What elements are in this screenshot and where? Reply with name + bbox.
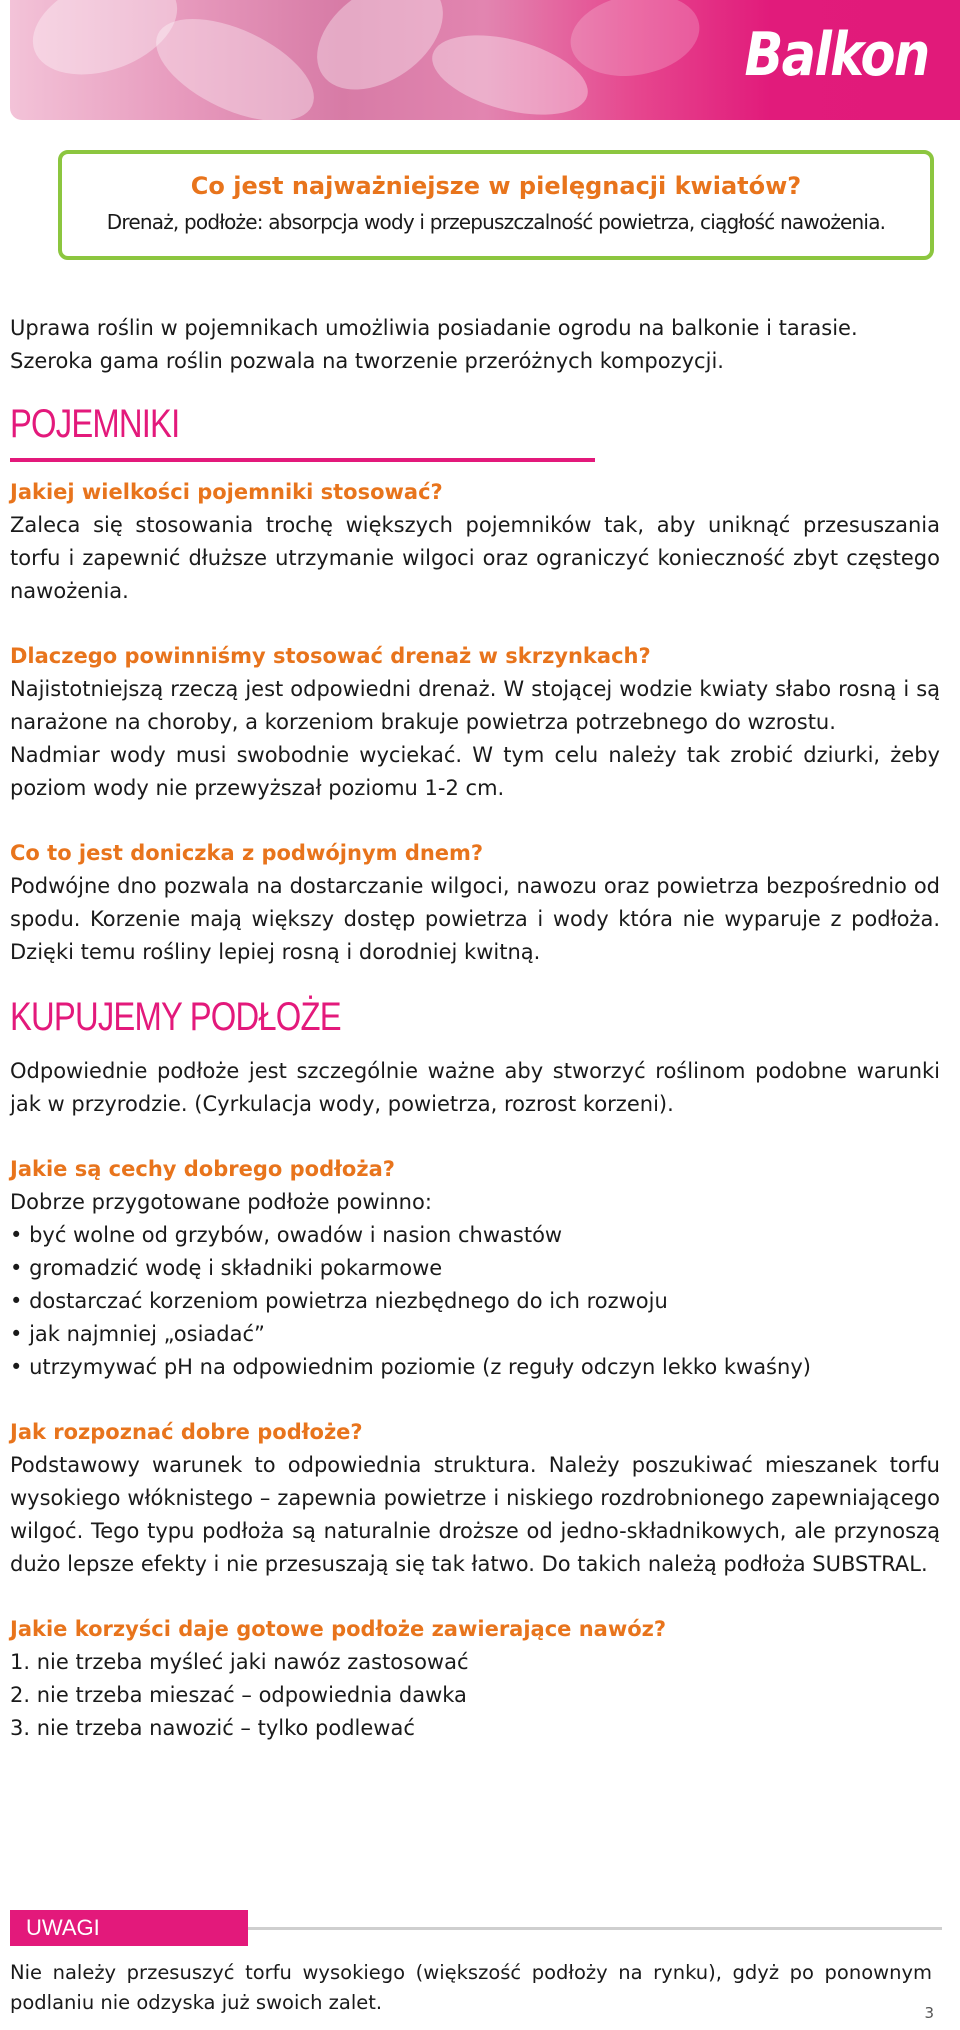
section-title-pojemniki: POJEMNIKI <box>10 402 180 446</box>
notes-divider <box>248 1927 942 1930</box>
intro-line: Szeroka gama roślin pozwala na tworzenie przeróżnych kompozycji. <box>10 349 724 373</box>
answer-paragraph: Nadmiar wody musi swobodnie wyciekać. W tym celu należy tak zrobić dziurki, żeby poziom wody nie przewyższał poziomu 1-2 cm. <box>10 743 940 800</box>
answer-lead: Dobrze przygotowane podłoże powinno: <box>10 1190 432 1214</box>
question-heading: Jak rozpoznać dobre podłoże? <box>10 1420 363 1444</box>
notes-label: UWAGI <box>10 1910 248 1946</box>
list-item: • dostarczać korzeniom powietrza niezbędnego do ich rozwoju <box>10 1285 940 1318</box>
list-item: 3. nie trzeba nawozić – tylko podlewać <box>10 1716 415 1740</box>
answer-paragraph: Najistotniejszą rzeczą jest odpowiedni drenaż. W stojącej wodzie kwiaty słabo rosną i są narażone na choroby, a korzeniom brakuje powietrza potrzebnego do wzrostu. <box>10 677 940 734</box>
list-item: • gromadzić wodę i składniki pokarmowe <box>10 1252 940 1285</box>
answer-paragraph: Zaleca się stosowania trochę większych pojemników tak, aby uniknąć przesuszania torfu i zapewnić dłuższe utrzymanie wilgoci oraz ograniczyć konieczność zbyt częstego nawożenia. <box>10 513 940 603</box>
list-item: 1. nie trzeba myśleć jaki nawóz zastosować <box>10 1650 469 1674</box>
flower-petal-decoration <box>564 0 706 86</box>
main-content <box>10 312 940 1745</box>
section-title-podloze: KUPUJEMY PODŁOŻE <box>10 995 341 1039</box>
intro-paragraph <box>10 312 940 378</box>
answer-paragraph: Podstawowy warunek to odpowiednia struktura. Należy poszukiwać mieszanek torfu wysokiego włóknistego – zapewnia powietrze i niskiego rozdrobnionego zapewniającego wilgoć. Tego typu podłoża są naturalnie droższe od jedno-składnikowych, ale przynoszą dużo lepsze efekty i nie przesuszają się tak łatwo. Do takich należą podłoża SUBSTRAL. <box>10 1453 940 1576</box>
page-number: 3 <box>924 2004 934 2022</box>
list-item: • jak najmniej „osiadać” <box>10 1318 940 1351</box>
key-answer: Drenaż, podłoże: absorpcja wody i przepuszczalność powietrza, ciągłość nawożenia. <box>106 210 886 234</box>
page-title: Balkon <box>743 20 928 90</box>
list-item: • utrzymywać pH na odpowiednim poziomie (z reguły odczyn lekko kwaśny) <box>10 1351 940 1384</box>
notes-header <box>10 1910 932 1946</box>
section-intro-paragraph: Odpowiednie podłoże jest szczególnie ważne aby stworzyć roślinom podobne warunki jak w przyrodzie. (Cyrkulacja wody, powietrza, rozrost korzeni). <box>10 1059 940 1116</box>
key-question: Co jest najważniejsze w pielęgnacji kwiatów? <box>190 172 802 200</box>
question-heading: Jakie są cechy dobrego podłoża? <box>10 1157 395 1181</box>
question-heading: Co to jest doniczka z podwójnym dnem? <box>10 841 484 865</box>
question-heading: Dlaczego powinniśmy stosować drenaż w skrzynkach? <box>10 644 651 668</box>
intro-line: Uprawa roślin w pojemnikach umożliwia posiadanie ogrodu na balkonie i tarasie. <box>10 316 858 340</box>
answer-paragraph: Podwójne dno pozwala na dostarczanie wilgoci, nawozu oraz powietrza bezpośrednio od spodu. Korzenie mają większy dostęp powietrza i wody która nie wyparuje z podłoża. Dzięki temu rośliny lepiej rosną i dorodniej kwitną. <box>10 874 940 964</box>
key-question-box <box>58 150 934 260</box>
question-heading: Jakie korzyści daje gotowe podłoże zawierające nawóz? <box>10 1617 667 1641</box>
question-heading: Jakiej wielkości pojemniki stosować? <box>10 480 443 504</box>
header-banner <box>10 0 960 120</box>
features-bullet-list <box>10 1219 940 1384</box>
list-item: 2. nie trzeba mieszać – odpowiednia dawka <box>10 1683 467 1707</box>
list-item: • być wolne od grzybów, owadów i nasion chwastów <box>10 1219 940 1252</box>
notes-text: Nie należy przesuszyć torfu wysokiego (większość podłoży na rynku), gdyż po ponownym podlaniu nie odzyska już swoich zalet. <box>10 1961 932 2014</box>
